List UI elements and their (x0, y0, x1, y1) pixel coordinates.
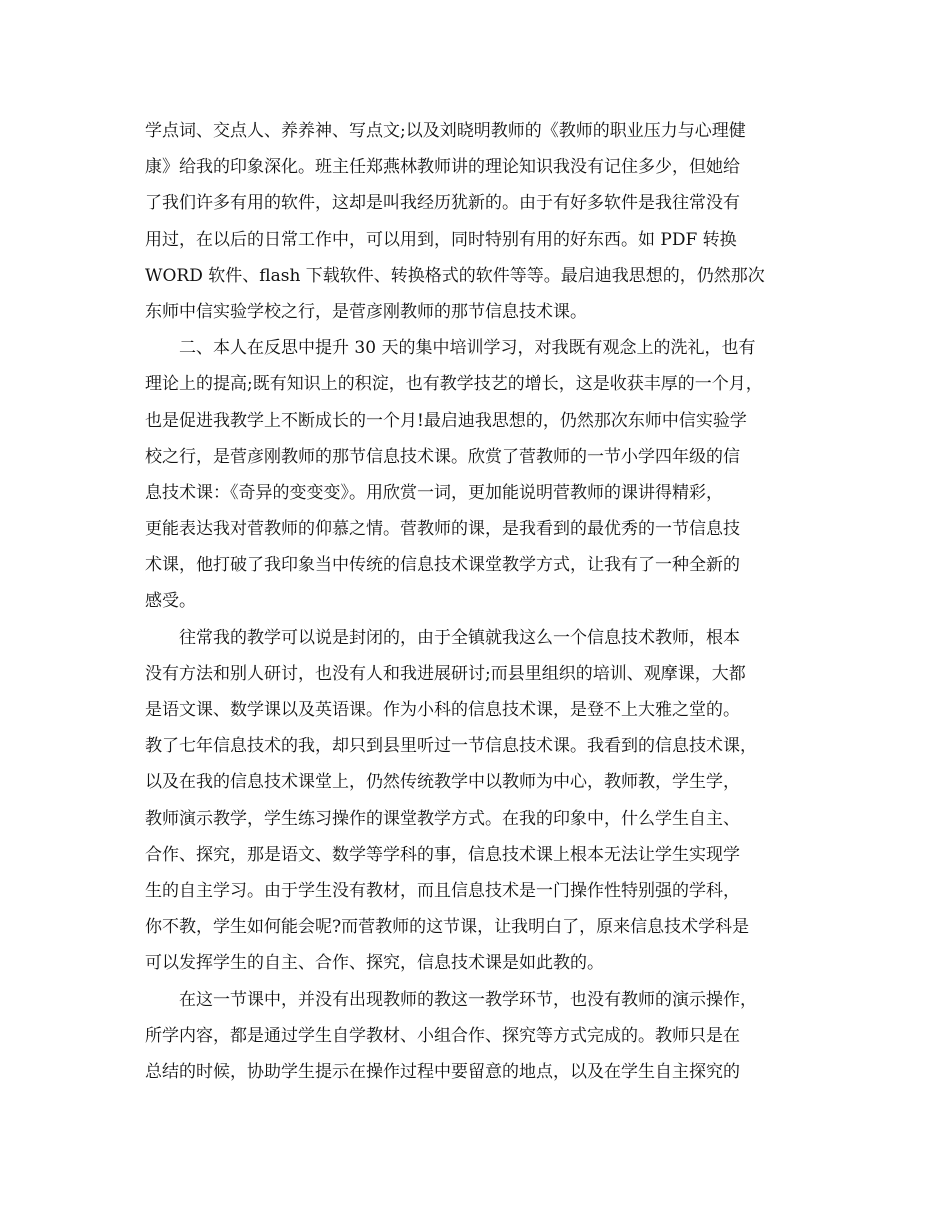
text-line: 术课，他打破了我印象当中传统的信息技术课堂教学方式，让我有了一种全新的 (145, 555, 740, 576)
text-line: 往常我的教学可以说是封闭的，由于全镇就我这么一个信息技术教师，根本 (179, 627, 740, 648)
text-line: 更能表达我对菅教师的仰慕之情。菅教师的课，是我看到的最优秀的一节信息技 (145, 519, 740, 540)
text-line: 了我们许多有用的软件，这却是叫我经历犹新的。由于有好多软件是我往常没有 (145, 193, 740, 214)
text-line: 学点词、交点人、养养神、写点文;以及刘晓明教师的《教师的职业压力与心理健 (145, 121, 746, 141)
text-line: 在这一节课中，并没有出现教师的教这一教学环节，也没有教师的演示操作， (179, 989, 757, 1010)
text-line: 教了七年信息技术的我，却只到县里听过一节信息技术课。我看到的信息技术课， (145, 736, 757, 757)
text-line: 用过，在以后的日常工作中，可以用到，同时特别有用的好东西。如 PDF 转换 (145, 229, 737, 250)
text-line: 总结的时候，协助学生提示在操作过程中要留意的地点，以及在学生自主探究的 (145, 1061, 740, 1082)
text-line: WORD 软件、flash 下载软件、转换格式的软件等等。最启迪我思想的，仍然那次 (145, 265, 765, 286)
text-line: 合作、探究，那是语文、数学等学科的事，信息技术课上根本无法让学生实现学 (145, 844, 740, 865)
text-line: 是语文课、数学课以及英语课。作为小科的信息技术课，是登不上大雅之堂的。 (145, 700, 740, 720)
body-text (145, 113, 805, 1090)
text-line: 东师中信实验学校之行，是菅彦刚教师的那节信息技术课。 (145, 301, 587, 322)
text-line: 可以发挥学生的自主、合作、探究，信息技术课是如此教的。 (145, 953, 604, 974)
text-line: 也是促进我教学上不断成长的一个月!最启迪我思想的，仍然那次东师中信实验学 (145, 410, 747, 431)
text-line: 感受。 (145, 591, 196, 612)
text-line: 理论上的提高;既有知识上的积淀，也有教学技艺的增长，这是收获丰厚的一个月， (145, 374, 763, 395)
text-line: 以及在我的信息技术课堂上，仍然传统教学中以教师为中心，教师教，学生学， (145, 772, 740, 793)
text-line: 二、本人在反思中提升 30 天的集中培训学习，对我既有观念上的洗礼，也有 (179, 338, 756, 359)
text-line: 康》给我的印象深化。班主任郑燕林教师讲的理论知识我没有记住多少，但她给 (145, 157, 740, 178)
text-line: 没有方法和别人研讨，也没有人和我进展研讨;而县里组织的培训、观摩课，大都 (145, 663, 746, 684)
text-line: 你不教，学生如何能会呢?而菅教师的这节课，让我明白了，原来信息技术学科是 (145, 917, 750, 938)
text-line: 息技术课：《奇异的变变变》。用欣赏一词，更加能说明菅教师的课讲得精彩， (145, 482, 723, 503)
text-line: 教师演示教学，学生练习操作的课堂教学方式。在我的印象中，什么学生自主、 (145, 808, 740, 829)
text-line: 所学内容，都是通过学生自学教材、小组合作、探究等方式完成的。教师只是在 (145, 1025, 740, 1046)
text-line: 生的自主学习。由于学生没有教材，而且信息技术是一门操作性特别强的学科， (145, 880, 740, 901)
text-line: 校之行，是菅彦刚教师的那节信息技术课。欣赏了菅教师的一节小学四年级的信 (145, 446, 740, 467)
